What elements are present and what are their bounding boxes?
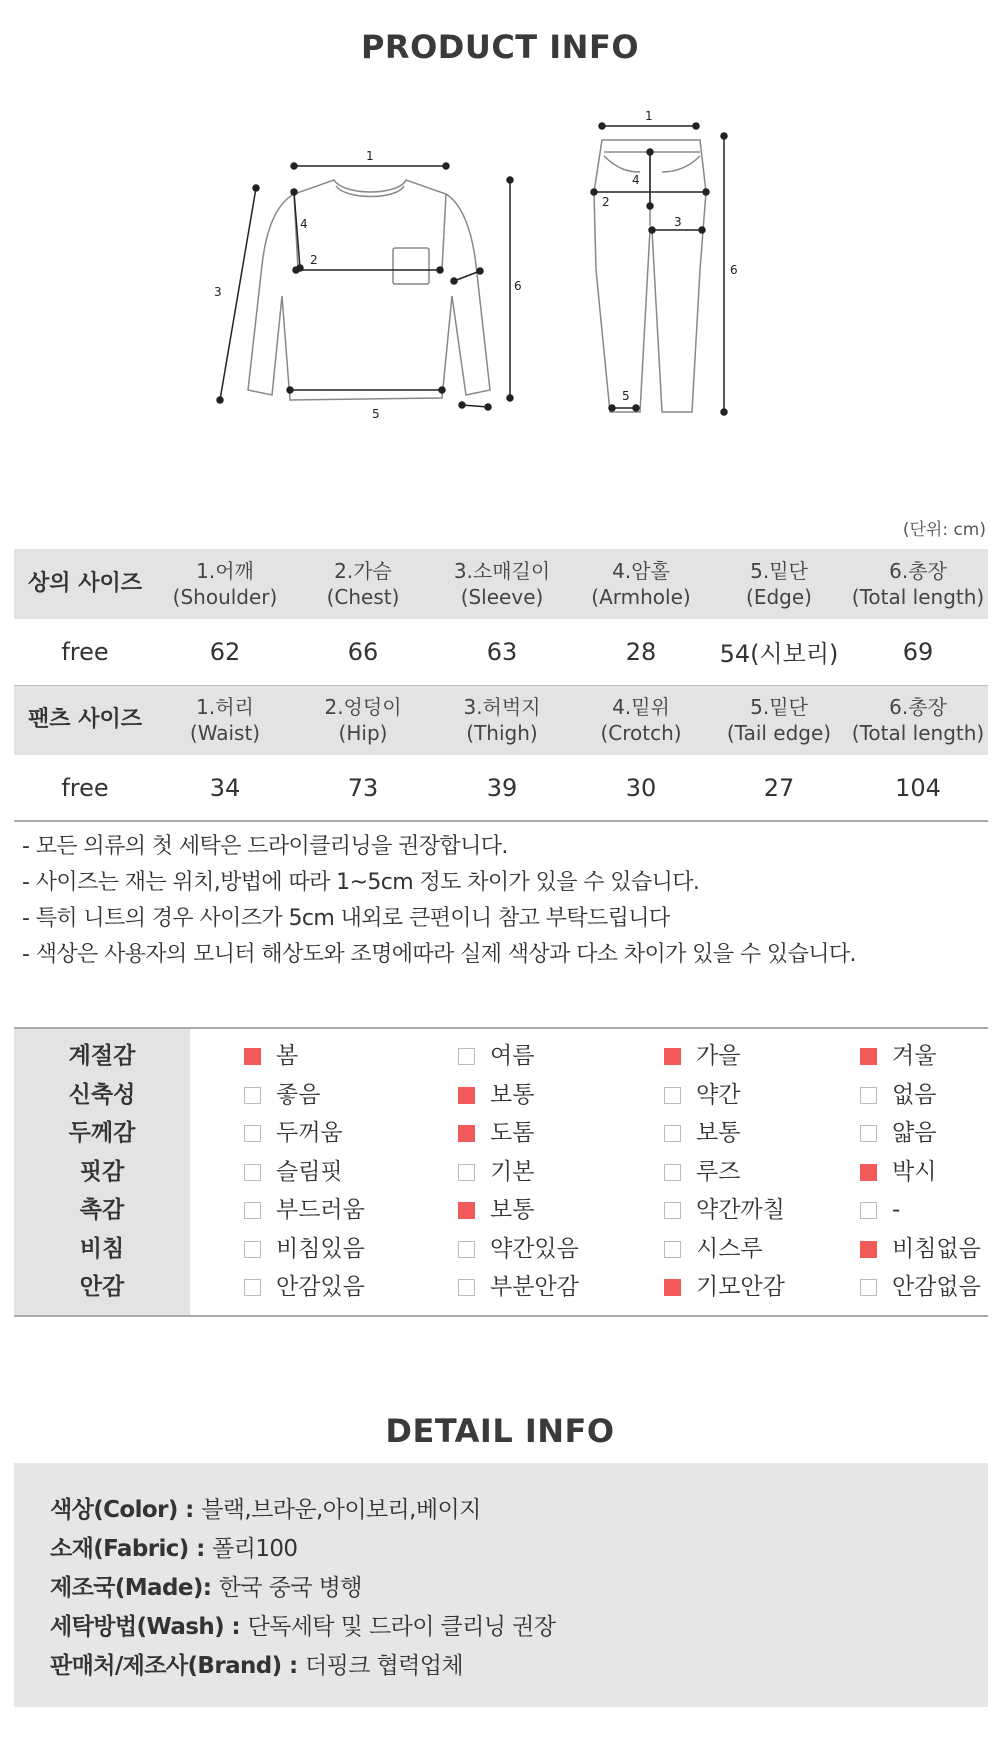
pants-measure-lines bbox=[591, 123, 727, 415]
top-value-total-length: 69 bbox=[848, 619, 988, 685]
note-item: - 특히 니트의 경우 사이즈가 5cm 내외로 큰편이니 참고 부탁드립니다 bbox=[22, 906, 670, 931]
feature-row bbox=[14, 1268, 988, 1306]
top-header-armhole: 4.암홀 (Armhole) bbox=[572, 549, 710, 619]
unchecked-box-icon bbox=[664, 1241, 681, 1258]
note-item: - 색상은 사용자의 모니터 해상도와 조명에따라 실제 색상과 다소 차이가 있을 수 있습니다. bbox=[22, 942, 856, 967]
checked-box-icon bbox=[860, 1164, 877, 1181]
checked-box-icon bbox=[860, 1048, 877, 1065]
detail-fabric: 소재(Fabric) : 폴리100 bbox=[50, 1536, 298, 1562]
pants-value-total-length: 104 bbox=[848, 755, 988, 821]
top-measure-lines bbox=[217, 163, 513, 410]
pants-mark-1: 1 bbox=[645, 109, 653, 123]
top-mark-3: 3 bbox=[214, 285, 222, 299]
pants-value-crotch: 30 bbox=[572, 755, 710, 821]
detail-wash: 세탁방법(Wash) : 단독세탁 및 드라이 클리닝 권장 bbox=[50, 1614, 556, 1640]
feature-row-label: 계절감 bbox=[68, 1043, 136, 1069]
top-value-shoulder: 62 bbox=[156, 619, 294, 685]
top-mark-5: 5 bbox=[372, 407, 380, 421]
feature-row bbox=[14, 1153, 988, 1191]
feature-option-label: 가을 bbox=[696, 1043, 741, 1069]
pants-mark-6: 6 bbox=[730, 263, 738, 277]
unit-label: (단위: cm) bbox=[902, 520, 986, 540]
top-value-sleeve: 63 bbox=[432, 619, 572, 685]
pants-header-crotch: 4.밑위 (Crotch) bbox=[572, 685, 710, 755]
feature-option-label: 약간있음 bbox=[490, 1235, 579, 1262]
top-size-header-row bbox=[14, 549, 988, 619]
feature-option-label: 비침없음 bbox=[892, 1235, 981, 1262]
checked-box-icon bbox=[664, 1279, 681, 1296]
top-mark-4: 4 bbox=[300, 217, 308, 231]
feature-option-label: 부드러움 bbox=[276, 1197, 365, 1223]
feature-row bbox=[14, 1191, 988, 1229]
unchecked-box-icon bbox=[860, 1125, 877, 1142]
checked-box-icon bbox=[244, 1048, 261, 1065]
unchecked-box-icon bbox=[664, 1125, 681, 1142]
detail-info-box bbox=[14, 1463, 988, 1707]
unchecked-box-icon bbox=[458, 1279, 475, 1296]
feature-option-label: 좋음 bbox=[276, 1081, 321, 1108]
pants-header-total-length: 6.총장 (Total length) bbox=[848, 685, 988, 755]
feature-row bbox=[14, 1114, 988, 1152]
pants-value-tail-edge: 27 bbox=[710, 755, 848, 821]
feature-option-label: 약간 bbox=[696, 1081, 741, 1108]
feature-option-label: 박시 bbox=[892, 1158, 937, 1185]
feature-row bbox=[14, 1037, 988, 1075]
product-info-title: PRODUCT INFO bbox=[360, 28, 640, 66]
top-garment-illustration bbox=[248, 180, 490, 400]
top-value-chest: 66 bbox=[294, 619, 432, 685]
pants-header-hip: 2.엉덩이 (Hip) bbox=[294, 685, 432, 755]
feature-option-label: 시스루 bbox=[696, 1235, 763, 1262]
feature-option-label: 기본 bbox=[490, 1158, 535, 1185]
feature-option-label: 비침있음 bbox=[276, 1235, 365, 1262]
unchecked-box-icon bbox=[664, 1202, 681, 1219]
detail-info-title: DETAIL INFO bbox=[385, 1412, 615, 1450]
feature-option-label: 여름 bbox=[490, 1043, 535, 1069]
top-header-sleeve: 3.소매길이 (Sleeve) bbox=[432, 549, 572, 619]
checked-box-icon bbox=[664, 1048, 681, 1065]
pants-header-waist: 1.허리 (Waist) bbox=[156, 685, 294, 755]
top-value-edge: 54(시보리) bbox=[710, 619, 848, 685]
feature-row-label: 안감 bbox=[79, 1274, 125, 1300]
unchecked-box-icon bbox=[244, 1125, 261, 1142]
detail-color: 색상(Color) : 블랙,브라운,아이보리,베이지 bbox=[50, 1497, 481, 1523]
unchecked-box-icon bbox=[244, 1087, 261, 1104]
note-item: - 사이즈는 재는 위치,방법에 따라 1~5cm 정도 차이가 있을 수 있습니다. bbox=[22, 870, 700, 895]
pants-mark-2: 2 bbox=[602, 195, 610, 209]
care-notes bbox=[22, 829, 982, 973]
feature-option-label: 없음 bbox=[892, 1081, 937, 1108]
pants-value-thigh: 39 bbox=[432, 755, 572, 821]
pants-size-header-row bbox=[14, 685, 988, 755]
unchecked-box-icon bbox=[860, 1279, 877, 1296]
unchecked-box-icon bbox=[244, 1202, 261, 1219]
pants-value-waist: 34 bbox=[156, 755, 294, 821]
feature-row-label: 핏감 bbox=[79, 1158, 125, 1185]
detail-brand: 판매처/제조사(Brand) : 더핑크 협력업체 bbox=[50, 1653, 464, 1679]
unchecked-box-icon bbox=[458, 1164, 475, 1181]
unchecked-box-icon bbox=[244, 1164, 261, 1181]
feature-row bbox=[14, 1230, 988, 1268]
top-mark-2: 2 bbox=[310, 253, 318, 267]
pants-header-tail-edge: 5.밑단 (Tail edge) bbox=[710, 685, 848, 755]
unchecked-box-icon bbox=[244, 1279, 261, 1296]
pants-mark-3: 3 bbox=[674, 215, 682, 229]
feature-row-label: 신축성 bbox=[68, 1081, 136, 1108]
unchecked-box-icon bbox=[860, 1202, 877, 1219]
pants-size-name: free bbox=[14, 755, 156, 821]
feature-option-label: 도톰 bbox=[490, 1120, 535, 1146]
top-header-chest: 2.가슴 (Chest) bbox=[294, 549, 432, 619]
checked-box-icon bbox=[458, 1202, 475, 1219]
note-item: - 모든 의류의 첫 세탁은 드라이클리닝을 권장합니다. bbox=[22, 834, 508, 859]
top-size-name: free bbox=[14, 619, 156, 685]
feature-option-label: 약간까칠 bbox=[696, 1197, 785, 1223]
top-header-edge: 5.밑단 (Edge) bbox=[710, 549, 848, 619]
feature-option-label: 안감없음 bbox=[892, 1274, 981, 1300]
feature-row bbox=[14, 1076, 988, 1114]
feature-checklist bbox=[14, 1027, 988, 1317]
checked-box-icon bbox=[458, 1125, 475, 1142]
unchecked-box-icon bbox=[458, 1241, 475, 1258]
pants-size-value-row bbox=[14, 755, 988, 821]
unchecked-box-icon bbox=[664, 1164, 681, 1181]
pants-header-thigh: 3.허벅지 (Thigh) bbox=[432, 685, 572, 755]
feature-option-label: 두꺼움 bbox=[276, 1120, 343, 1146]
feature-option-label: 보통 bbox=[490, 1197, 535, 1223]
pants-size-label: 팬츠 사이즈 bbox=[14, 685, 156, 755]
unchecked-box-icon bbox=[458, 1048, 475, 1065]
top-size-label: 상의 사이즈 bbox=[14, 549, 156, 619]
feature-option-label: 보통 bbox=[696, 1120, 741, 1146]
size-diagram bbox=[0, 100, 1000, 490]
pants-mark-4: 4 bbox=[632, 173, 640, 187]
feature-row-label: 두께감 bbox=[68, 1120, 136, 1146]
feature-option-label: - bbox=[892, 1197, 901, 1223]
size-table bbox=[14, 549, 988, 822]
feature-row-label: 촉감 bbox=[79, 1197, 125, 1223]
top-header-shoulder: 1.어깨 (Shoulder) bbox=[156, 549, 294, 619]
feature-option-label: 기모안감 bbox=[696, 1274, 785, 1300]
feature-row-label: 비침 bbox=[79, 1235, 125, 1262]
top-mark-6: 6 bbox=[514, 279, 522, 293]
feature-option-label: 루즈 bbox=[696, 1158, 741, 1185]
top-header-total-length: 6.총장 (Total length) bbox=[848, 549, 988, 619]
detail-made: 제조국(Made): 한국 중국 병행 bbox=[50, 1575, 362, 1601]
feature-option-label: 부분안감 bbox=[490, 1274, 579, 1300]
feature-option-label: 봄 bbox=[276, 1043, 299, 1069]
checked-box-icon bbox=[458, 1087, 475, 1104]
pants-value-hip: 73 bbox=[294, 755, 432, 821]
checked-box-icon bbox=[860, 1241, 877, 1258]
feature-option-label: 보통 bbox=[490, 1081, 535, 1108]
unchecked-box-icon bbox=[860, 1087, 877, 1104]
top-mark-1: 1 bbox=[366, 149, 374, 163]
pants-mark-5: 5 bbox=[622, 389, 630, 403]
pants-measure-numbers bbox=[602, 109, 738, 403]
feature-option-label: 슬림핏 bbox=[276, 1158, 343, 1185]
top-value-armhole: 28 bbox=[572, 619, 710, 685]
unchecked-box-icon bbox=[244, 1241, 261, 1258]
unchecked-box-icon bbox=[664, 1087, 681, 1104]
feature-option-label: 겨울 bbox=[892, 1043, 937, 1069]
feature-option-label: 안감있음 bbox=[276, 1274, 365, 1300]
feature-option-label: 얇음 bbox=[892, 1120, 937, 1146]
top-size-value-row bbox=[14, 619, 988, 685]
